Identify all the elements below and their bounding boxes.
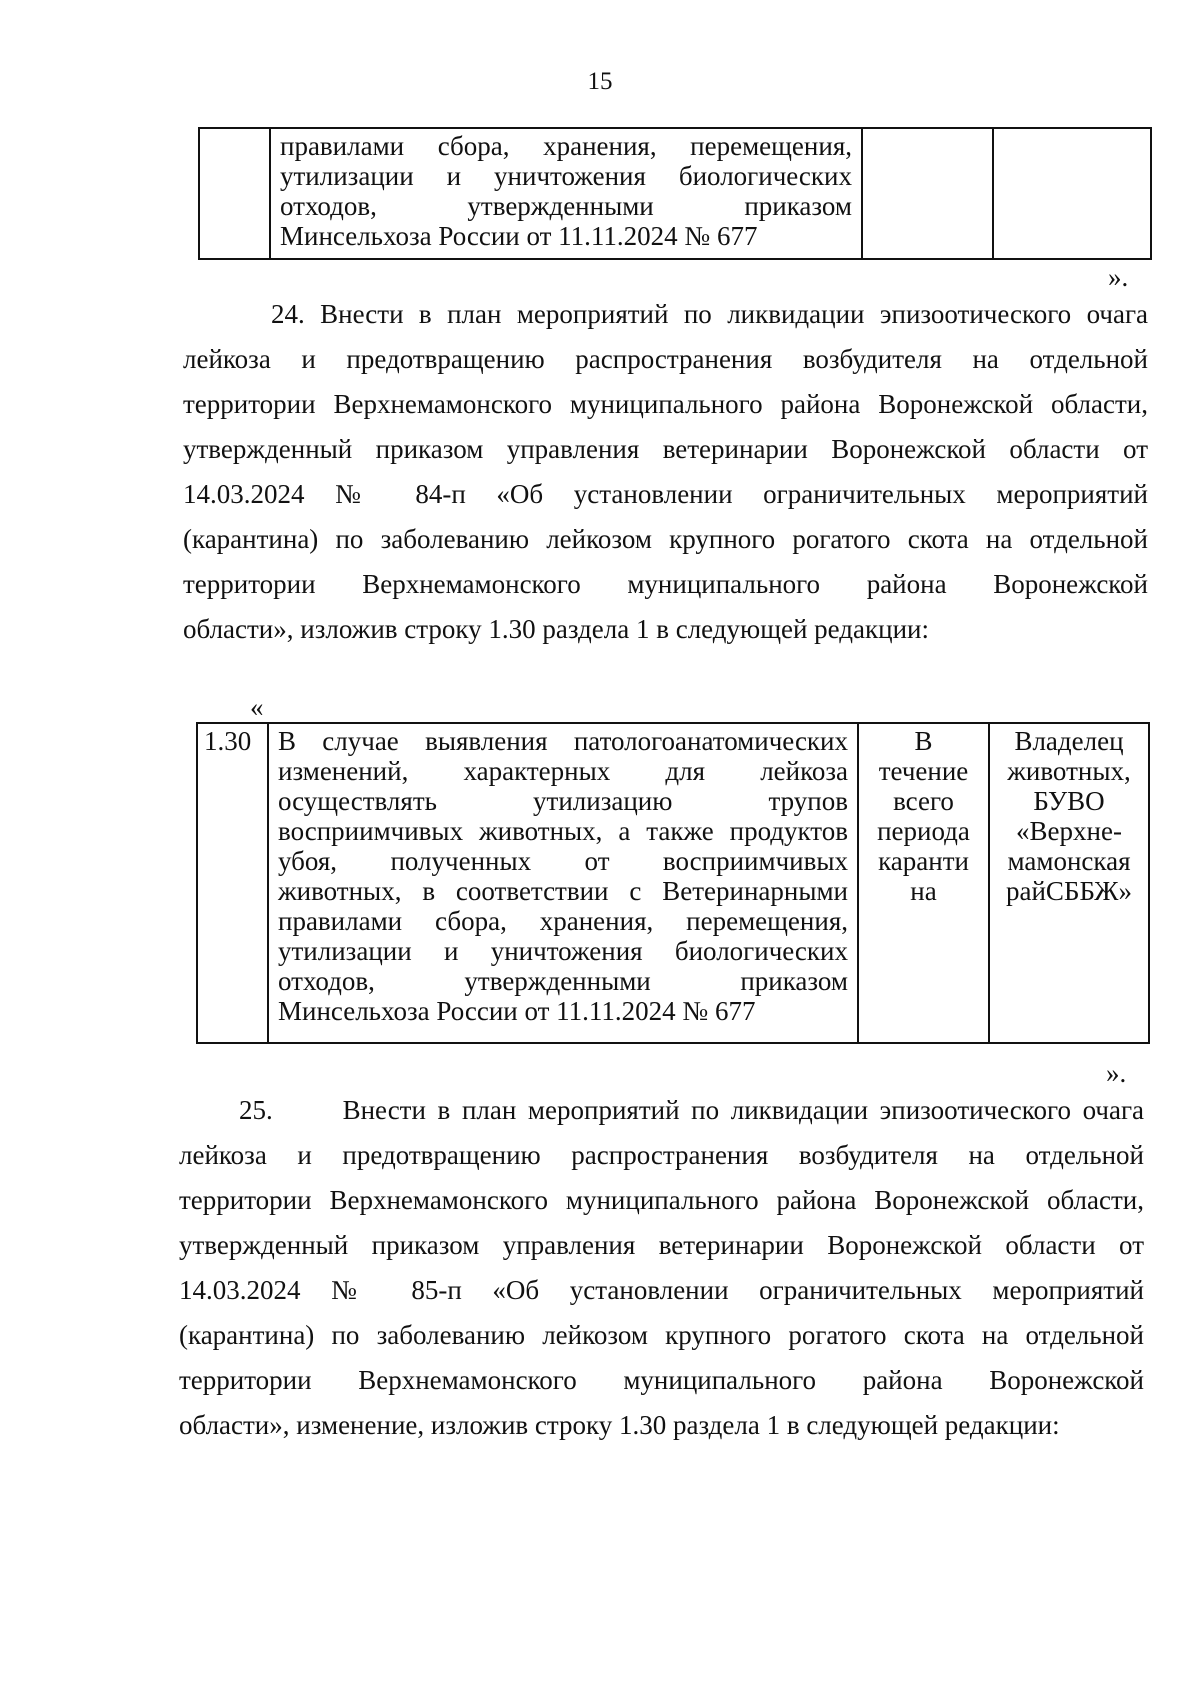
text-line: В случае выявления патологоанатомических [278, 726, 848, 756]
responsible-line: Владелец [1014, 726, 1124, 756]
closing-quote: ». [1106, 1058, 1127, 1088]
paragraph-line: территории Верхнемамонского муниципального района Воронежской области, [179, 1185, 1144, 1215]
term-line: периода [877, 816, 970, 846]
responsible-line: БУВО [1033, 786, 1105, 816]
paragraph-line: утвержденный приказом управления ветеринарии Воронежской области от [183, 434, 1148, 464]
paragraph-line: 25. Внести в план мероприятий по ликвидации эпизоотического очага [239, 1095, 1144, 1125]
text-line: Минсельхоза России от 11.11.2024 № 677 [278, 996, 756, 1026]
opening-quote: « [250, 692, 264, 722]
text-line: изменений, характерных для лейкоза [278, 756, 848, 786]
row-1-30-table [196, 722, 1150, 1044]
term-cell [858, 723, 989, 1043]
term-line: на [910, 876, 937, 906]
measure-text-cell [270, 128, 862, 259]
responsible-line: животных, [1007, 756, 1131, 786]
text-line: отходов, утвержденными приказом [278, 966, 848, 996]
responsible-cell [989, 723, 1149, 1043]
text-line: утилизации и уничтожения биологических [278, 936, 848, 966]
text-line: убоя, полученных от восприимчивых [278, 846, 848, 876]
paragraph-line: 24. Внести в план мероприятий по ликвидации эпизоотического очага [271, 299, 1148, 329]
text-line: отходов, утвержденными приказом [280, 191, 852, 221]
text-line: правилами сбора, хранения, перемещения, [278, 906, 848, 936]
responsible-line: райСББЖ» [1006, 876, 1132, 906]
term-cell [862, 128, 993, 259]
term-line: В [914, 726, 933, 756]
item-number: 25. [239, 1095, 273, 1125]
row-number-cell [197, 723, 268, 1043]
paragraph-line: 14.03.2024 № 85-п «Об установлении ограничительных мероприятий [179, 1275, 1144, 1305]
text-line: восприимчивых животных, а также продуктов [278, 816, 848, 846]
term-line: течение [878, 756, 969, 786]
paragraph-line: территории Верхнемамонского муниципального района Воронежской [179, 1365, 1144, 1395]
continued-table [198, 127, 1152, 260]
paragraph-line: лейкоза и предотвращению распространения возбудителя на отдельной [179, 1140, 1144, 1170]
paragraph-25 [179, 1088, 1144, 1448]
number-cell [199, 128, 270, 259]
page-number: 15 [587, 68, 613, 95]
text-line: животных, в соответствии с Ветеринарными [278, 876, 848, 906]
paragraph-line: лейкоза и предотвращению распространения возбудителя на отдельной [183, 344, 1148, 374]
paragraph-line: области», изменение, изложив строку 1.30 раздела 1 в следующей редакции: [179, 1410, 1060, 1440]
responsible-line: мамонская [1007, 846, 1131, 876]
paragraph-24 [183, 292, 1148, 652]
responsible-line: «Верхне- [1016, 816, 1122, 846]
paragraph-line: (карантина) по заболеванию лейкозом крупного рогатого скота на отдельной [179, 1320, 1144, 1350]
text-line: утилизации и уничтожения биологических [280, 161, 852, 191]
paragraph-line: территории Верхнемамонского муниципального района Воронежской [183, 569, 1148, 599]
term-line: каранти [878, 846, 969, 876]
paragraph-line: 14.03.2024 № 84-п «Об установлении ограничительных мероприятий [183, 479, 1148, 509]
row-number: 1.30 [204, 726, 252, 756]
paragraph-line: утвержденный приказом управления ветеринарии Воронежской области от [179, 1230, 1144, 1260]
measure-text-cell [268, 723, 858, 1043]
closing-quote: ». [1108, 262, 1129, 292]
paragraph-line: области», изложив строку 1.30 раздела 1 в следующей редакции: [183, 614, 929, 644]
text-line: осуществлять утилизацию трупов [278, 786, 848, 816]
item-number: 24. [271, 299, 305, 329]
text-line: правилами сбора, хранения, перемещения, [280, 131, 852, 161]
responsible-cell [993, 128, 1151, 259]
paragraph-line: (карантина) по заболеванию лейкозом крупного рогатого скота на отдельной [183, 524, 1148, 554]
paragraph-line: территории Верхнемамонского муниципального района Воронежской области, [183, 389, 1148, 419]
text-line: Минсельхоза России от 11.11.2024 № 677 [280, 221, 758, 251]
term-line: всего [893, 786, 954, 816]
